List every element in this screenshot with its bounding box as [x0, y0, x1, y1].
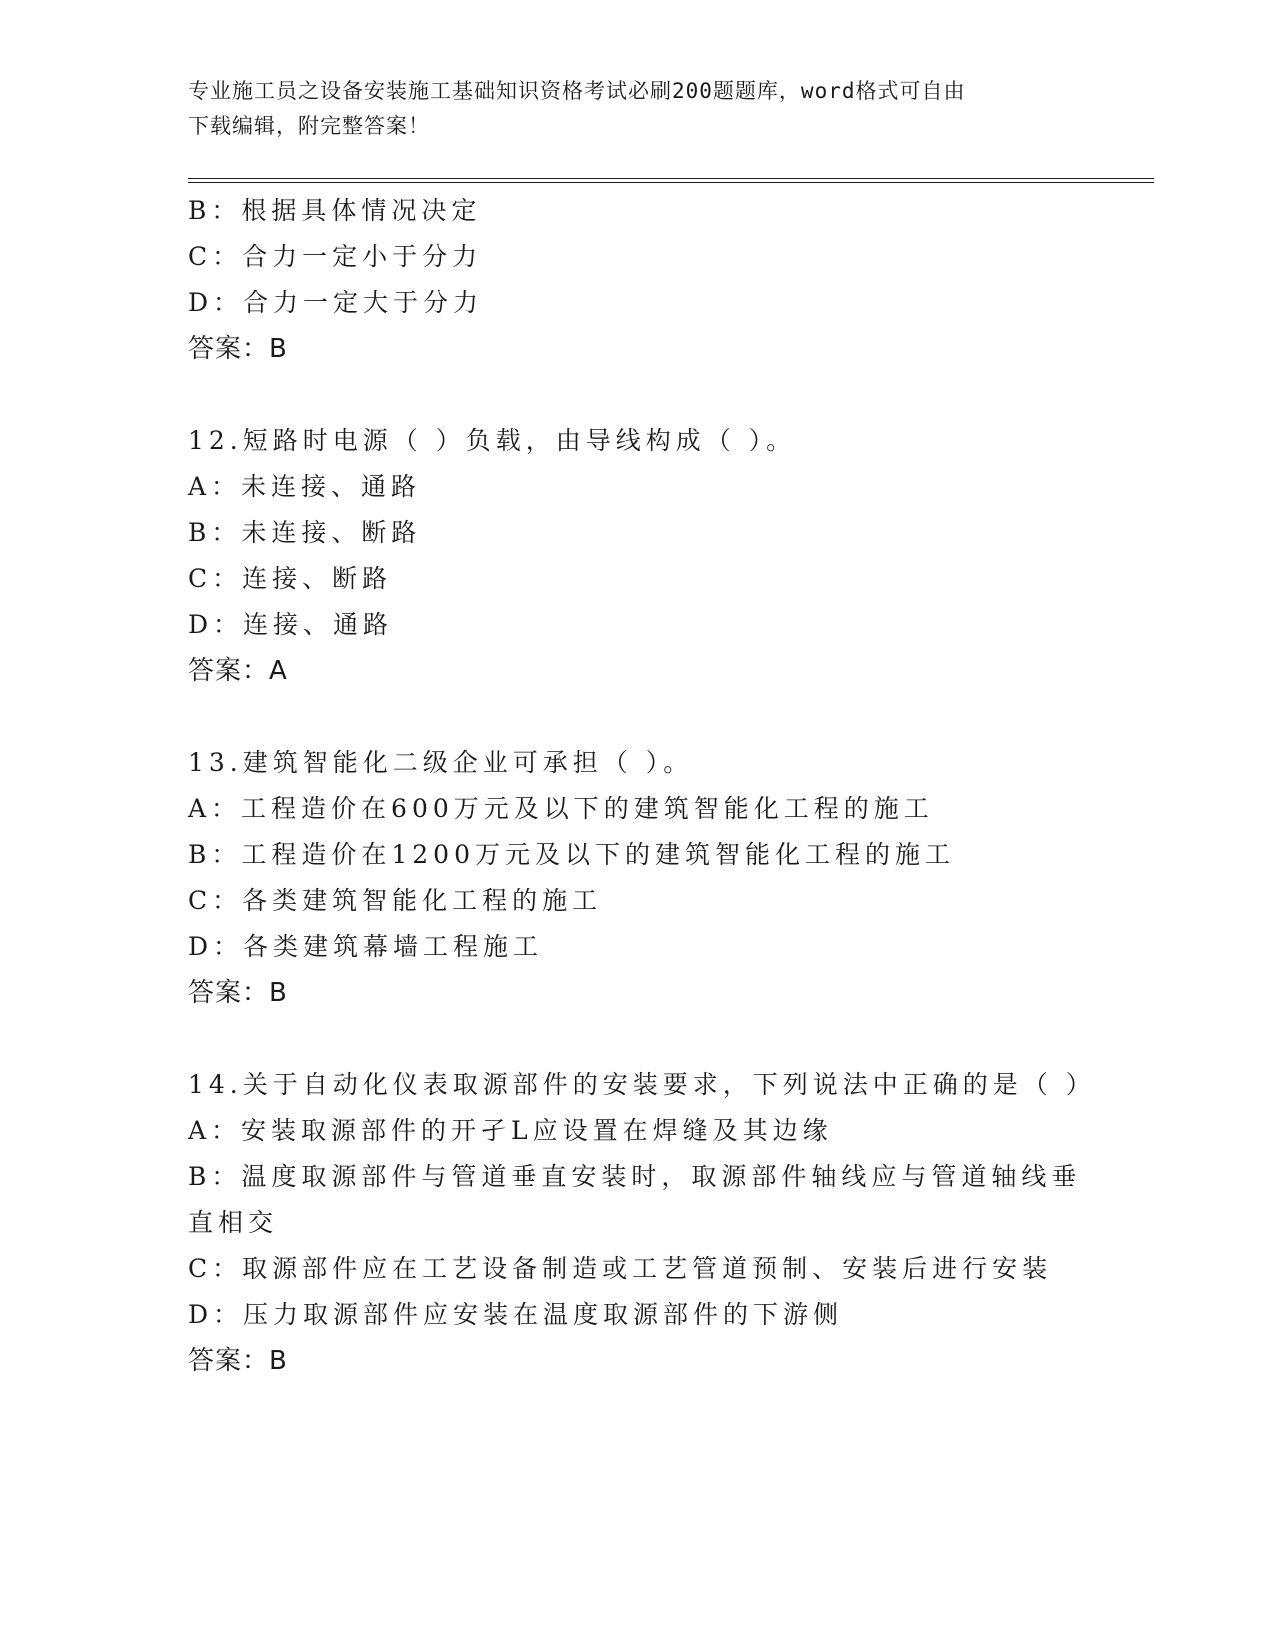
question-12	[188, 418, 1088, 694]
question-list	[188, 188, 1096, 1384]
question-12-option-b: B：未连接、断路	[188, 518, 422, 547]
question-13-option-d: D：各类建筑幕墙工程施工	[188, 932, 544, 961]
document-header	[188, 74, 1068, 144]
question-12-answer: 答案：A	[188, 656, 288, 686]
header-title-line-1: 专业施工员之设备安装施工基础知识资格考试必刷200题题库，word格式可自由	[188, 79, 966, 103]
question-12-option-c: C：连接、断路	[188, 564, 393, 593]
question-11-option-c: C：合力一定小于分力	[188, 242, 483, 271]
question-11-option-d: D：合力一定大于分力	[188, 288, 484, 317]
question-13	[188, 740, 1088, 1016]
question-spacer	[188, 694, 1088, 740]
question-13-answer: 答案：B	[188, 978, 288, 1008]
question-12-option-a: A：未连接、通路	[188, 472, 422, 501]
question-12-option-d: D：连接、通路	[188, 610, 394, 639]
question-13-option-b: B：工程造价在1200万元及以下的建筑智能化工程的施工	[188, 840, 955, 869]
question-11-tail	[188, 188, 1088, 372]
question-14-answer: 答案：B	[188, 1346, 288, 1376]
header-double-rule	[188, 178, 1154, 183]
header-title-line-2: 下载编辑，附完整答案！	[188, 114, 430, 138]
question-14-option-c: C：取源部件应在工艺设备制造或工艺管道预制、安装后进行安装	[188, 1254, 1053, 1283]
question-14-option-d: D：压力取源部件应安装在温度取源部件的下游侧	[188, 1300, 844, 1329]
question-14	[188, 1062, 1096, 1384]
question-12-stem: 12.短路时电源（ ）负载，由导线构成（ ）。	[188, 426, 797, 455]
question-14-option-b: B：温度取源部件与管道垂直安装时，取源部件轴线应与管道轴线垂直相交	[188, 1162, 1082, 1237]
question-13-option-c: C：各类建筑智能化工程的施工	[188, 886, 603, 915]
question-spacer	[188, 372, 1088, 418]
question-14-stem: 14.关于自动化仪表取源部件的安装要求，下列说法中正确的是（ ）	[188, 1070, 1096, 1099]
question-14-option-a: A：安装取源部件的开孑L应设置在焊缝及其边缘	[188, 1116, 833, 1145]
question-11-option-b: B：根据具体情况决定	[188, 196, 482, 225]
question-11-answer: 答案：B	[188, 334, 288, 364]
question-spacer	[188, 1016, 1088, 1062]
question-13-stem: 13.建筑智能化二级企业可承担（ ）。	[188, 748, 694, 777]
question-13-option-a: A：工程造价在600万元及以下的建筑智能化工程的施工	[188, 794, 934, 823]
